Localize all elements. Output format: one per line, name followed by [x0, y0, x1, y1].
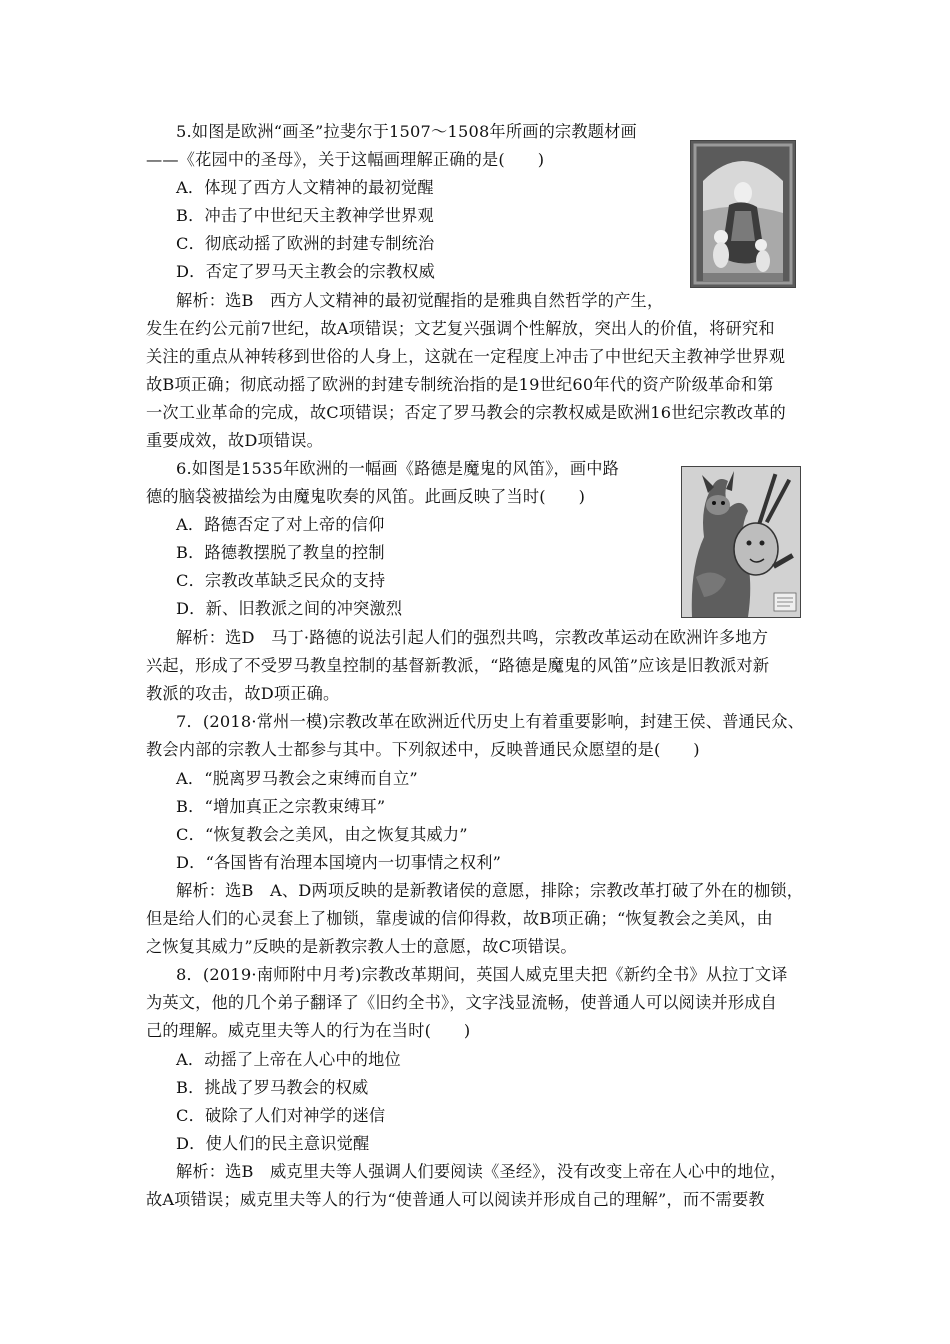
q6-analysis-line-2: 兴起，形成了不受罗马教皇控制的基督新教派，“路德是魔鬼的风笛”应该是旧教派对新: [146, 656, 770, 675]
q7-option-d: D．“各国皆有治理本国境内一切事情之权利”: [176, 853, 502, 872]
madonna-painting-image: [690, 140, 796, 288]
q5-analysis-line-2: 发生在约公元前7世纪，故A项错误；文艺复兴强调个性解放，突出人的价值，将研究和: [146, 319, 775, 338]
q6-option-d: D．新、旧教派之间的冲突激烈: [176, 599, 403, 618]
q8-stem-line-2: 为英文，他的几个弟子翻译了《旧约全书》，文字浅显流畅，使普通人可以阅读并形成自: [146, 993, 778, 1012]
q5-analysis-line-6: 重要成效，故D项错误。: [146, 431, 324, 450]
q5-analysis-line-3: 关注的重点从神转移到世俗的人身上，这就在一定程度上冲击了中世纪天主教神学世界观: [146, 347, 786, 366]
q6-option-c: C．宗教改革缺乏民众的支持: [176, 571, 386, 590]
q5-option-d: D．否定了罗马天主教会的宗教权威: [176, 262, 435, 281]
q6-analysis-line-3: 教派的攻击，故D项正确。: [146, 684, 340, 703]
q5-analysis-line-4: 故B项正确；彻底动摇了欧洲的封建专制统治指的是19世纪60年代的资产阶级革命和第: [146, 375, 774, 394]
q7-analysis-line-2: 但是给人们的心灵套上了枷锁，靠虔诚的信仰得救，故B项正确；“恢复教会之美风，由: [146, 909, 773, 928]
q7-analysis-line-3: 之恢复其威力”反映的是新教宗教人士的意愿，故C项错误。: [146, 937, 577, 956]
q8-stem-line-1: 8．(2019·南师附中月考)宗教改革期间，英国人威克里夫把《新约全书》从拉丁文译: [176, 965, 788, 984]
q8-analysis-line-1: 解析：选B 威克里夫等人强调人们要阅读《圣经》，没有改变上帝在人心中的地位，: [176, 1162, 787, 1181]
q5-option-c: C．彻底动摇了欧洲的封建专制统治: [176, 234, 435, 253]
q7-option-b: B．“增加真正之宗教束缚耳”: [176, 797, 386, 816]
q5-analysis-line-1: 解析：选B 西方人文精神的最初觉醒指的是雅典自然哲学的产生，: [176, 291, 664, 310]
q7-analysis-line-1: 解析：选B A、D两项反映的是新教诸侯的意愿，排除；宗教改革打破了外在的枷锁，: [176, 881, 804, 900]
q8-analysis-line-2: 故A项错误；威克里夫等人的行为“使普通人可以阅读并形成自己的理解”，而不需要教: [146, 1190, 765, 1209]
q8-stem-line-3: 己的理解。威克里夫等人的行为在当时( ): [146, 1021, 471, 1040]
q8-option-b: B．挑战了罗马教会的权威: [176, 1078, 369, 1097]
q6-stem-line-2: 德的脑袋被描绘为由魔鬼吹奏的风笛。此画反映了当时( ): [146, 487, 586, 506]
q5-stem-line-2: ——《花园中的圣母》，关于这幅画理解正确的是( ): [146, 150, 545, 169]
q8-option-c: C．破除了人们对神学的迷信: [176, 1106, 386, 1125]
q7-option-a: A．“脱离罗马教会之束缚而自立”: [176, 769, 418, 788]
q5-analysis-line-5: 一次工业革命的完成，故C项错误；否定了罗马教会的宗教权威是欧洲16世纪宗教改革的: [146, 403, 786, 422]
q5-option-b: B．冲击了中世纪天主教神学世界观: [176, 206, 434, 225]
luther-bagpipe-woodcut-image: [681, 466, 801, 618]
q7-stem-line-2: 教会内部的宗教人士都参与其中。下列叙述中，反映普通民众愿望的是( ): [146, 740, 700, 759]
q7-option-c: C．“恢复教会之美风，由之恢复其威力”: [176, 825, 468, 844]
q6-option-a: A．路德否定了对上帝的信仰: [176, 515, 385, 534]
q5-option-a: A．体现了西方人文精神的最初觉醒: [176, 178, 434, 197]
q6-option-b: B．路德教摆脱了教皇的控制: [176, 543, 385, 562]
q6-analysis-line-1: 解析：选D 马丁·路德的说法引起人们的强烈共鸣，宗教改革运动在欧洲许多地方: [176, 628, 769, 647]
q8-option-a: A．动摇了上帝在人心中的地位: [176, 1050, 401, 1069]
q8-option-d: D．使人们的民主意识觉醒: [176, 1134, 370, 1153]
q5-stem-line-1: 5.如图是欧洲“画圣”拉斐尔于1507～1508年所画的宗教题材画: [176, 122, 637, 141]
q6-stem-line-1: 6.如图是1535年欧洲的一幅画《路德是魔鬼的风笛》，画中路: [176, 459, 620, 478]
q7-stem-line-1: 7．(2018·常州一模)宗教改革在欧洲近代历史上有着重要影响，封建王侯、普通民众、: [176, 712, 805, 731]
